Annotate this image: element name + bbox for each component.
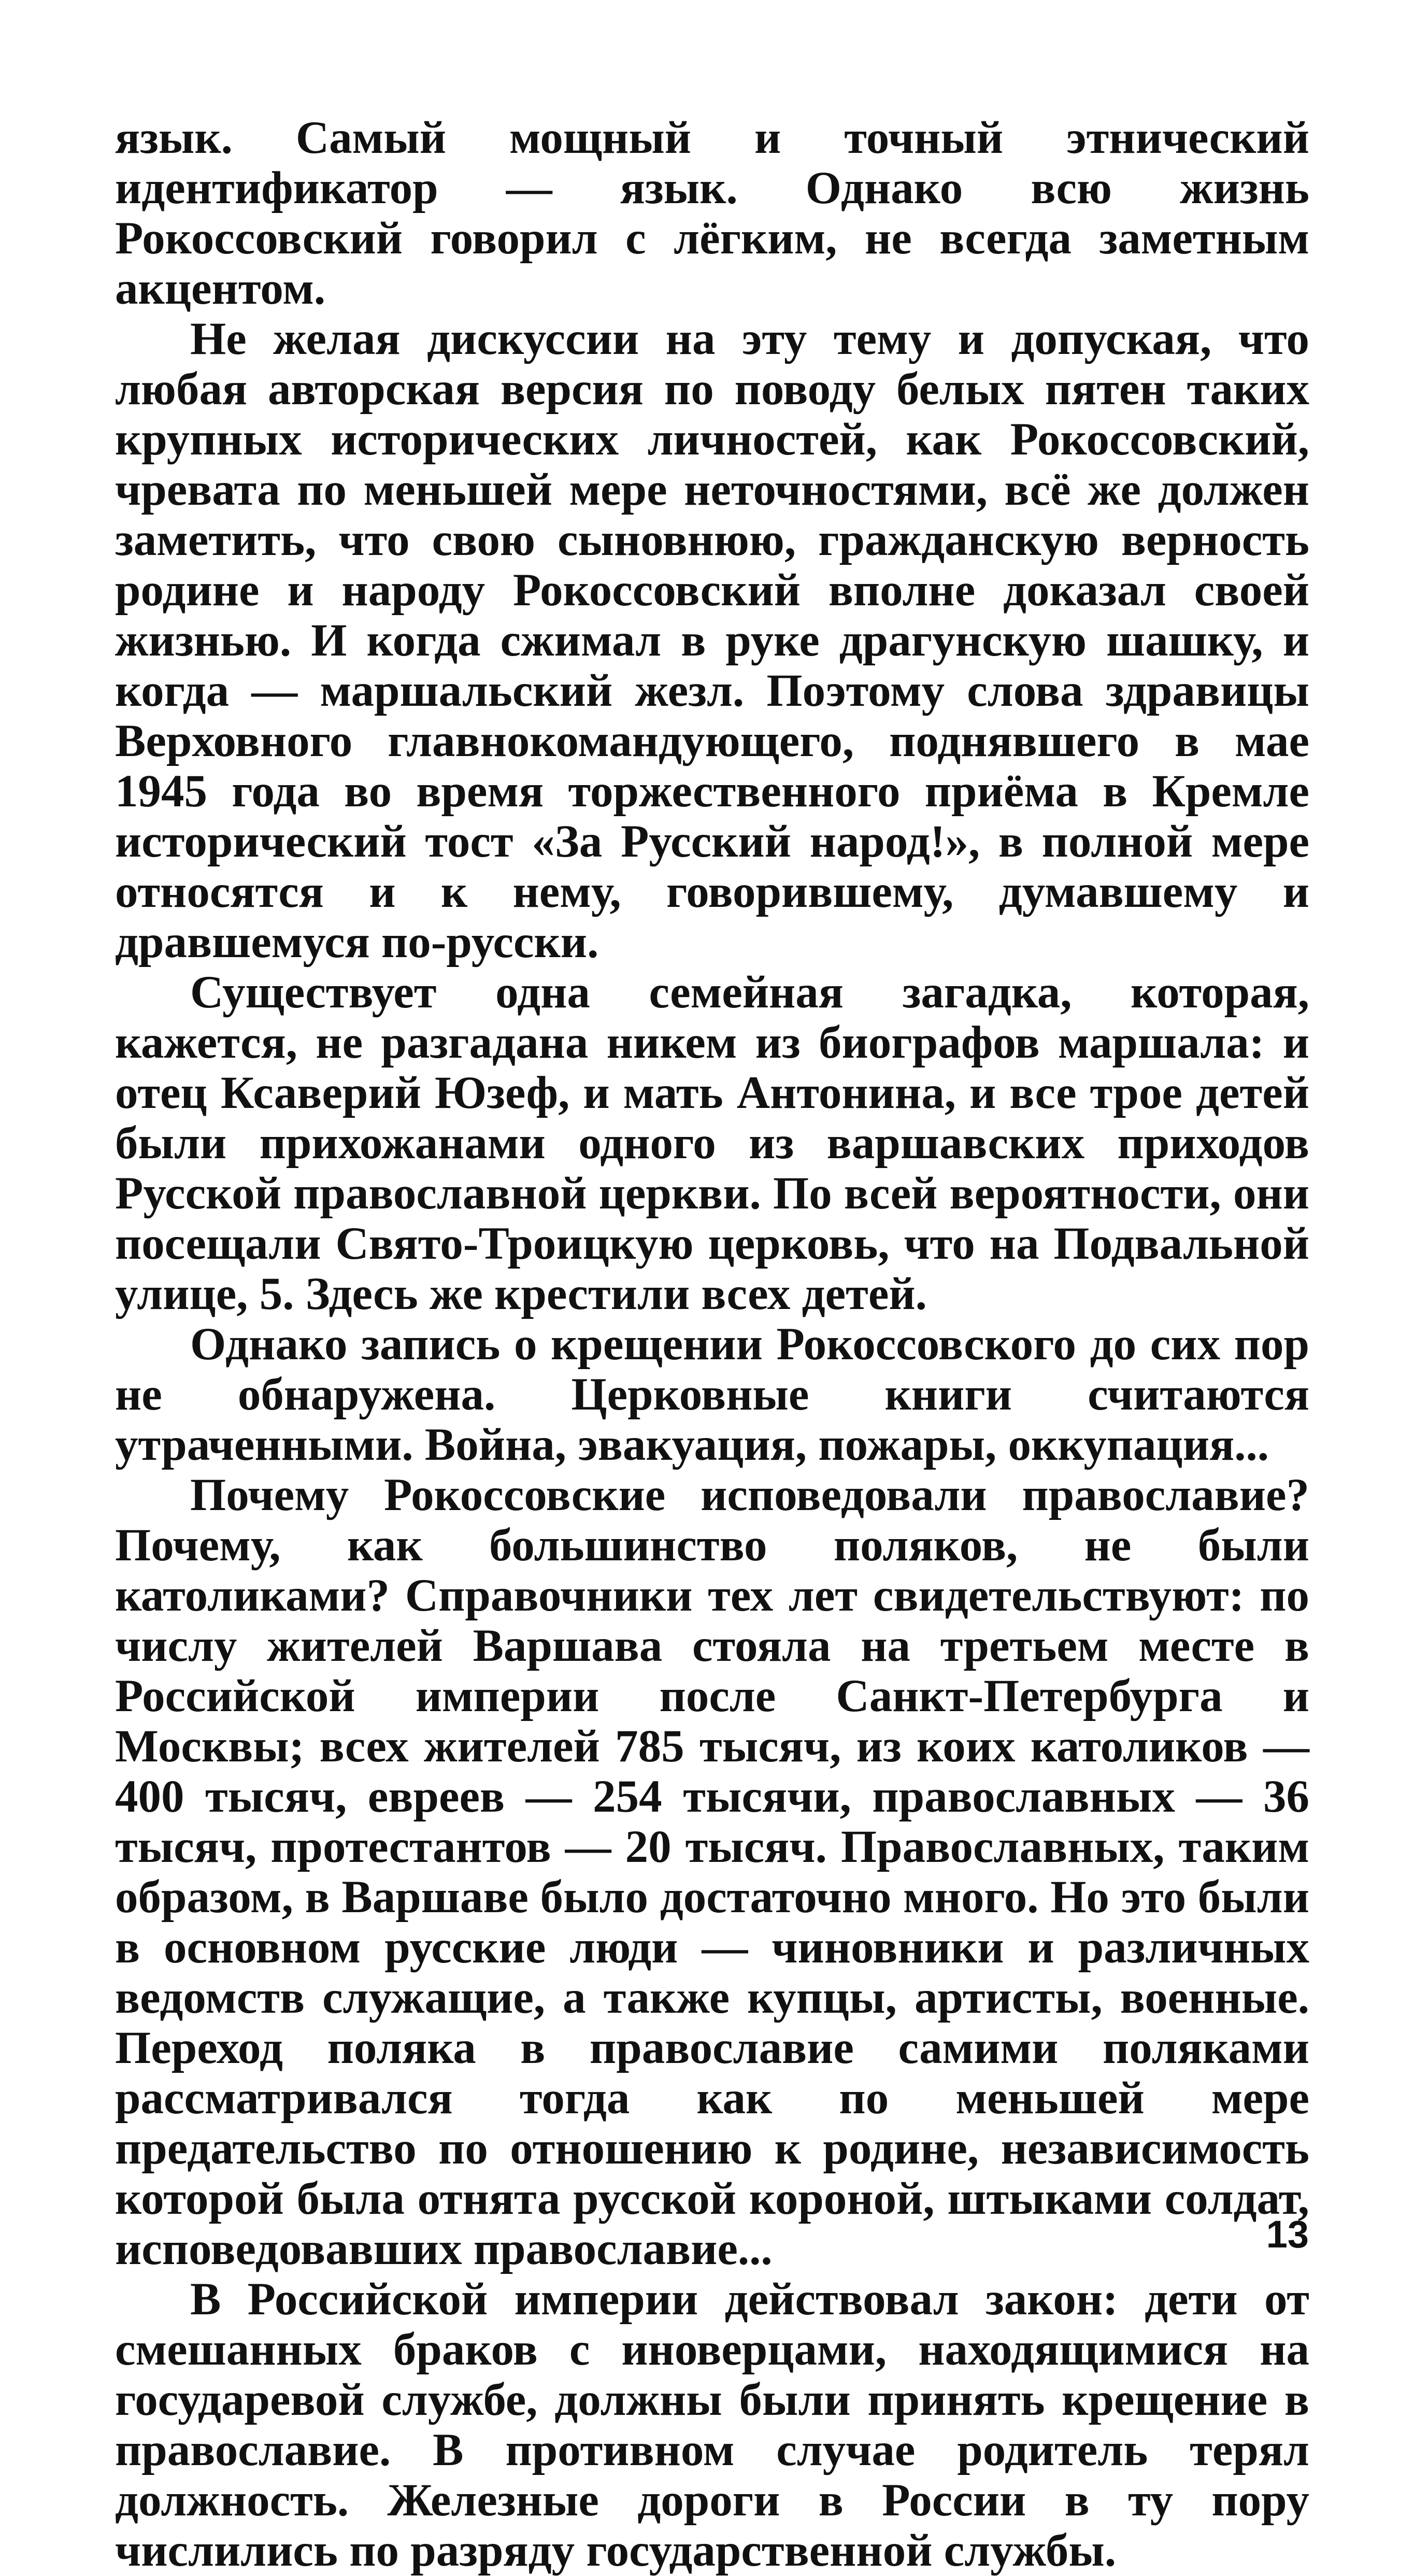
body-text [115, 113, 1309, 2576]
paragraph-1: язык. Самый мощный и точный этнический идентификатор — язык. Однако всю жизнь Рокоссовский говорил с лёгким, не всегда заметным акцентом. [115, 112, 1309, 314]
paragraph-2: Не желая дискуссии на эту тему и допуская, что любая авторская версия по поводу белых пятен таких крупных исторических личностей, как Рокоссовский, чревата по меньшей мере неточностями, всё же должен заметить, что свою сыновнюю, гражданскую верность родине и народу Рокоссовский вполне доказал своей жизнью. И когда сжимал в руке драгунскую шашку, и когда — маршальский жезл. Поэтому слова здравицы Верховного главнокомандующего, поднявшего в мае 1945 года во время торжественного приёма в Кремле исторический тост «За Русский народ!», в полной мере относятся и к нему, говорившему, думавшему и дравшемуся по-русски. [115, 314, 1309, 967]
paragraph-5: Почему Рокоссовские исповедовали православие? Почему, как большинство поляков, не были католиками? Справочники тех лет свидетельствуют: по числу жителей Варшава стояла на третьем месте в Российской империи после Санкт-Петербурга и Москвы; всех жителей 785 тысяч, из коих католиков — 400 тысяч, евреев — 254 тысячи, православных — 36 тысяч, протестантов — 20 тысяч. Православных, таким образом, в Варшаве было достаточно много. Но это были в основном русские люди — чиновники и различных ведомств служащие, а также купцы, артисты, военные. Переход поляка в православие самими поляками рассматривался тогда как по меньшей мере предательство по отношению к родине, независимость которой была отнята русской короной, штыками солдат, исповедовавших православие... [115, 1470, 1309, 2274]
paragraph-3: Существует одна семейная загадка, которая, кажется, не разгадана никем из биографов маршала: и отец Ксаверий Юзеф, и мать Антонина, и все трое детей были прихожанами одного из варшавских приходов Русской православной церкви. По всей вероятности, они посещали Свято-Троицкую церковь, что на Подвальной улице, 5. Здесь же крестили всех детей. [115, 967, 1309, 1319]
page-number: 13 [1266, 2213, 1309, 2256]
paragraph-6: В Российской империи действовал закон: дети от смешанных браков с иноверцами, находящимися на государевой службе, должны были принять крещение в православие. В противном случае родитель терял должность. Железные дороги в России в ту пору числились по разряду государственной службы. [115, 2274, 1309, 2576]
paragraph-4: Однако запись о крещении Рокоссовского до сих пор не обнаружена. Церковные книги считаются утраченными. Война, эвакуация, пожары, оккупация... [115, 1319, 1309, 1470]
